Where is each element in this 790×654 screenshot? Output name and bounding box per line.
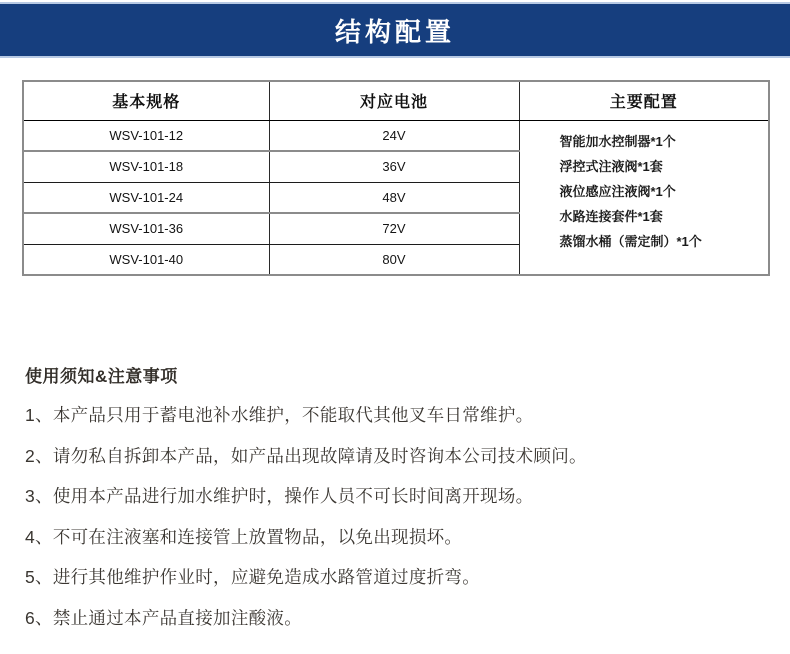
battery-cell: 48V [269, 182, 519, 213]
note-item: 1、本产品只用于蓄电池补水维护，不能取代其他叉车日常维护。 [25, 405, 534, 425]
model-cell: WSV-101-18 [23, 151, 269, 182]
note-item: 5、进行其他维护作业时，应避免造成水路管道过度折弯。 [25, 567, 481, 587]
note-item: 6、禁止通过本产品直接加注酸液。 [25, 607, 303, 628]
column-header-basic-spec: 基本规格 [23, 81, 269, 120]
model-cell: WSV-101-12 [23, 120, 269, 151]
config-item: 液位感应注液阀*1个 [559, 183, 676, 199]
page-title: 结构配置 [334, 16, 455, 47]
config-item: 智能加水控制器*1个 [559, 133, 676, 149]
config-item: 浮控式注液阀*1套 [559, 158, 663, 174]
spec-table-container [22, 80, 768, 276]
column-header-battery: 对应电池 [269, 81, 519, 120]
battery-cell: 80V [269, 244, 519, 275]
note-item: 4、不可在注液塞和连接管上放置物品，以免出现损坏。 [25, 526, 463, 547]
model-cell: WSV-101-36 [23, 213, 269, 244]
battery-cell: 24V [269, 120, 519, 151]
note-item: 3、使用本产品进行加水维护时，操作人员不可长时间离开现场。 [25, 486, 534, 506]
config-item: 蒸馏水桶（需定制）*1个 [559, 233, 702, 249]
battery-cell: 72V [269, 213, 519, 244]
usage-notes-heading: 使用须知&注意事项 [25, 367, 178, 386]
battery-cell: 36V [269, 151, 519, 182]
section-title-banner [0, 2, 790, 58]
table-header-row [23, 81, 769, 120]
model-cell: WSV-101-24 [23, 182, 269, 213]
table-row [23, 120, 769, 151]
column-header-main-config: 主要配置 [519, 81, 769, 120]
config-merged-cell [519, 120, 769, 275]
usage-notes-section [25, 362, 775, 647]
spec-table [22, 80, 770, 276]
note-item: 2、请勿私自拆卸本产品，如产品出现故障请及时咨询本公司技术顾问。 [25, 445, 587, 466]
config-item: 水路连接套件*1套 [559, 208, 663, 224]
model-cell: WSV-101-40 [109, 251, 184, 267]
